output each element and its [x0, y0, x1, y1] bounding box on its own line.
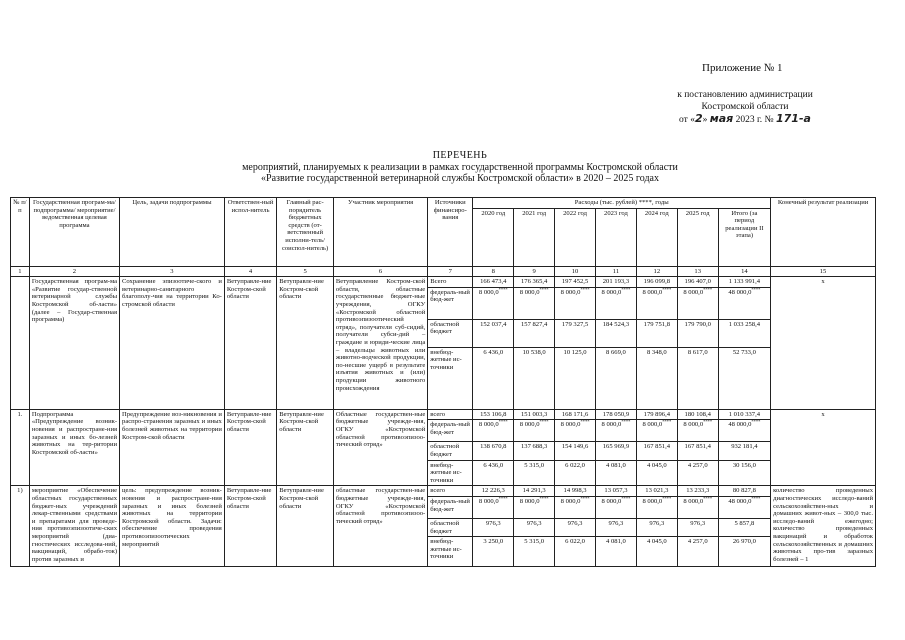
value-cell: 8 000,0****	[636, 496, 677, 518]
title-line-2: мероприятий, планируемых к реализации в рамках государственной программы Костромской области	[242, 161, 678, 173]
value-cell: 179 896,4	[636, 409, 677, 420]
footnote-marker: ****	[621, 287, 631, 292]
approval-prefix: от «	[679, 115, 695, 125]
admin-cell: Ветуправле-ние Костром-ской области	[277, 277, 334, 410]
total-cell: 1 033 258,4	[718, 319, 770, 347]
table-row	[11, 409, 876, 420]
value-cell: 4 081,0	[596, 537, 637, 567]
col-number: 11	[596, 266, 637, 277]
col-number: 15	[771, 266, 876, 277]
value-cell: 976,3	[555, 518, 596, 536]
value-cell: 8 000,0****	[636, 420, 677, 442]
footnote-marker: ****	[662, 496, 672, 501]
result-cell: х	[771, 409, 876, 486]
header-program: Государственная програм-ма/ подпрограмма/ мероприятие/ ведомственная целевая программа	[29, 198, 119, 267]
value-cell: 167 851,4	[677, 442, 718, 460]
handwritten-day: 2	[694, 112, 703, 125]
value-cell: 179 327,5	[555, 319, 596, 347]
row-number	[11, 277, 30, 410]
value-cell: 8 348,0	[636, 347, 677, 409]
header-year-2022: 2022 год	[555, 208, 596, 266]
header-year-2021: 2021 год	[514, 208, 555, 266]
value-cell: 8 000,0****	[514, 420, 555, 442]
value-cell: 180 108,4	[677, 409, 718, 420]
total-cell: 5 857,8	[718, 518, 770, 536]
approval-date-line	[640, 113, 850, 127]
value-cell: 10 538,0	[514, 347, 555, 409]
source-cell: федераль-ный бюд-жет	[428, 287, 473, 319]
source-cell: областной бюджет	[428, 518, 473, 536]
result-cell: количество проведенных диагностических исследо-ваний сельскохозяйствен-ных и домашних живот-ных – 300,0 тыс. исследо-ваний ежегодно; количество проведенных вакцинаций и обработок сельскохозяйственных и домашних животных про-тив заразных болезней – 1	[771, 486, 876, 567]
col-number: 12	[636, 266, 677, 277]
value-cell: 157 827,4	[514, 319, 555, 347]
title-line-3: «Развитие государственной ветеринарной службы Костромской области» в 2020 – 2025 годах	[261, 173, 659, 184]
value-cell: 6 436,0	[473, 347, 514, 409]
value-cell: 6 022,0	[555, 537, 596, 567]
source-cell: областной бюджет	[428, 319, 473, 347]
value-cell: 137 688,3	[514, 442, 555, 460]
participant-cell: областные государствен-ные бюджетные учрежде-ния, ОГКУ «Костромской областной противоэпизоо-тический отряд»	[333, 486, 427, 567]
value-cell: 168 171,6	[555, 409, 596, 420]
col-number: 3	[120, 266, 225, 277]
header-result: Конечный результат реализации	[771, 198, 876, 267]
value-cell: 184 524,3	[596, 319, 637, 347]
footnote-marker: ****	[539, 287, 549, 292]
admin-cell: Ветуправле-ние Костром-ской области	[277, 409, 334, 486]
footnote-marker: ****	[662, 287, 672, 292]
table-row	[11, 277, 876, 288]
header-admin: Главный рас-порядитель бюджетных средств (от-ветственный исполни-тель/соиспол-нитель)	[277, 198, 334, 267]
approval-mid: »	[702, 115, 708, 125]
col-number: 14	[718, 266, 770, 277]
header-goal: Цель, задачи подпрограммы	[120, 198, 225, 267]
col-number: 10	[555, 266, 596, 277]
approval-year: 2023 г. №	[735, 115, 774, 125]
header-year-2020: 2020 год	[473, 208, 514, 266]
handwritten-month: мая	[709, 112, 734, 125]
value-cell: 4 081,0	[596, 460, 637, 486]
header-total: Итого (за период реализации II этапа)	[718, 208, 770, 266]
col-number: 5	[277, 266, 334, 277]
footnote-marker: ****	[498, 419, 508, 425]
value-cell: 8 000,0****	[596, 287, 637, 319]
footnote-marker: ****	[580, 287, 590, 292]
total-cell: 52 733,0	[718, 347, 770, 409]
value-cell: 138 670,8	[473, 442, 514, 460]
col-number: 2	[29, 266, 119, 277]
goal-cell: Предупреждение воз-никновения и распро-странения заразных и иных болезней животных на территории Костром-ской области	[120, 409, 225, 486]
activities-table	[10, 197, 876, 567]
value-cell: 8 617,0	[677, 347, 718, 409]
value-cell: 8 000,0****	[473, 420, 514, 442]
value-cell: 8 000,0****	[677, 287, 718, 319]
col-number: 4	[224, 266, 276, 277]
value-cell: 13 233,3	[677, 486, 718, 497]
value-cell: 976,3	[636, 518, 677, 536]
value-cell: 153 106,8	[473, 409, 514, 420]
result-cell: х	[771, 277, 876, 410]
value-cell: 8 669,0	[596, 347, 637, 409]
value-cell: 10 125,0	[555, 347, 596, 409]
value-cell: 8 000,0****	[677, 420, 718, 442]
approval-line-2: Костромской области	[701, 101, 789, 112]
footnote-marker: ****	[580, 496, 590, 501]
appendix-label: Приложение № 1	[702, 62, 783, 74]
approval-line-1: к постановлению администрации	[677, 90, 813, 100]
value-cell: 976,3	[596, 518, 637, 536]
col-number: 8	[473, 266, 514, 277]
value-cell: 14 998,3	[555, 486, 596, 497]
footnote-marker: ****	[621, 496, 631, 501]
value-cell: 3 250,0	[473, 537, 514, 567]
responsible-cell: Ветуправле-ние Костром-ской области	[224, 277, 276, 410]
total-cell: 48 000,0****	[718, 420, 770, 442]
value-cell: 179 751,8	[636, 319, 677, 347]
responsible-cell: Ветуправле-ние Костром-ской области	[224, 409, 276, 486]
value-cell: 165 969,9	[596, 442, 637, 460]
value-cell: 167 851,4	[636, 442, 677, 460]
value-cell: 196 099,8	[636, 277, 677, 288]
value-cell: 196 407,0	[677, 277, 718, 288]
header-year-2024: 2024 год	[636, 208, 677, 266]
value-cell: 4 257,0	[677, 460, 718, 486]
value-cell: 6 436,0	[473, 460, 514, 486]
participant-cell: Ветуправление Костром-ской области, областные государственные бюджет-ные учреждения, ОГКУ «Костромской областной противоэпизоотический отряд», получатели суб-сидий, получатели субси-дий – граждане и юриди-ческие лица – владельцы животных или животно-водческой продукции, по-несшие ущерб в результате изъятия животных и (или) продукции животного происхождения	[333, 277, 427, 410]
value-cell: 14 291,3	[514, 486, 555, 497]
footnote-marker: ****	[498, 287, 508, 292]
source-cell: всего	[428, 409, 473, 420]
source-cell: всего	[428, 486, 473, 497]
value-cell: 8 000,0****	[555, 420, 596, 442]
document-title	[150, 150, 770, 185]
participant-cell: Областные государствен-ные бюджетные учрежде-ния, ОГКУ «Костромской областной противоэпизоо-тический отряд»	[333, 409, 427, 486]
col-number: 7	[428, 266, 473, 277]
footnote-marker: ****	[539, 419, 549, 425]
value-cell: 201 193,3	[596, 277, 637, 288]
footnote-marker: ****	[580, 419, 590, 425]
header-year-2025: 2025 год	[677, 208, 718, 266]
value-cell: 5 315,0	[514, 460, 555, 486]
title-heading: ПЕРЕЧЕНЬ	[432, 150, 488, 161]
header-participant: Участник мероприятия	[333, 198, 427, 267]
value-cell: 5 315,0	[514, 537, 555, 567]
responsible-cell: Ветуправле-ние Костром-ской области	[224, 486, 276, 567]
value-cell: 13 021,3	[636, 486, 677, 497]
value-cell: 154 149,6	[555, 442, 596, 460]
header-year-2023: 2023 год	[596, 208, 637, 266]
value-cell: 8 000,0****	[555, 287, 596, 319]
value-cell: 8 000,0****	[473, 496, 514, 518]
footnote-marker: ****	[751, 419, 761, 425]
total-cell: 1 010 337,4	[718, 409, 770, 420]
goal-cell: Сохранение эпизоотиче-ского и ветеринарно-санитарного благополу-чия на территории Ко-стромской области	[120, 277, 225, 410]
table-row	[11, 486, 876, 497]
value-cell: 6 022,0	[555, 460, 596, 486]
footnote-marker: ****	[703, 419, 713, 425]
value-cell: 12 226,3	[473, 486, 514, 497]
value-cell: 8 000,0****	[677, 496, 718, 518]
row-number: 1.	[11, 409, 30, 486]
program-cell: Государственная програм-ма «Развитие государ-ственной ветеринарной службы Костромской об-ласти» (далее – Государ-ственная программа)	[29, 277, 119, 410]
footnote-marker: ****	[621, 419, 631, 425]
value-cell: 8 000,0****	[473, 287, 514, 319]
admin-cell: Ветуправле-ние Костром-ской области	[277, 486, 334, 567]
total-cell: 1 133 991,4	[718, 277, 770, 288]
value-cell: 8 000,0****	[514, 496, 555, 518]
footnote-marker: ****	[751, 287, 761, 292]
program-cell: мероприятие «Обеспечение областных государственных бюджет-ных учреждений лекар-ственными средствами и препаратами для проведе-ния противоэпизоотиче-ских мероприятий (диа-гностических исследова-ний, вакцинаций, обрабо-ток) против заразных и	[29, 486, 119, 567]
value-cell: 152 037,4	[473, 319, 514, 347]
footnote-marker: ****	[662, 419, 672, 425]
total-cell: 26 970,0	[718, 537, 770, 567]
col-number: 9	[514, 266, 555, 277]
value-cell: 151 003,3	[514, 409, 555, 420]
value-cell: 176 365,4	[514, 277, 555, 288]
value-cell: 976,3	[514, 518, 555, 536]
col-number: 6	[333, 266, 427, 277]
total-cell: 30 156,0	[718, 460, 770, 486]
value-cell: 8 000,0****	[636, 287, 677, 319]
value-cell: 197 452,5	[555, 277, 596, 288]
total-cell: 48 000,0****	[718, 496, 770, 518]
handwritten-number: 171-а	[775, 112, 811, 125]
value-cell: 4 045,0	[636, 537, 677, 567]
program-cell: Подпрограмма «Предупреждение возник-новения и распростране-ния заразных и иных бо-лезней животных на тер-ритории Костромской об-ласти»	[29, 409, 119, 486]
value-cell: 8 000,0****	[596, 420, 637, 442]
value-cell: 13 057,3	[596, 486, 637, 497]
value-cell: 8 000,0****	[555, 496, 596, 518]
column-number-row	[11, 266, 876, 277]
footnote-marker: ****	[703, 496, 713, 501]
source-cell: областной бюджет	[428, 442, 473, 460]
source-cell: федераль-ный бюд-жет	[428, 420, 473, 442]
footnote-marker: ****	[751, 496, 761, 501]
source-cell: Всего	[428, 277, 473, 288]
value-cell: 4 257,0	[677, 537, 718, 567]
source-cell: федераль-ный бюд-жет	[428, 496, 473, 518]
value-cell: 8 000,0****	[596, 496, 637, 518]
value-cell: 8 000,0****	[514, 287, 555, 319]
total-cell: 932 181,4	[718, 442, 770, 460]
source-cell: внебюд-жетные ис-точники	[428, 537, 473, 567]
header-expenses: Расходы (тыс. рублей) ****, годы	[473, 198, 771, 209]
row-number: 1)	[11, 486, 30, 567]
value-cell: 976,3	[473, 518, 514, 536]
goal-cell: цель: предупреждение возник-новения и распростране-ния заразных и иных болезней животных на территории Костромской области. Задачи: обеспечение проведения противоэпизоотических мероприятий	[120, 486, 225, 567]
col-number: 1	[11, 266, 30, 277]
approval-block	[640, 90, 850, 127]
header-sources: Источники финансиро-вания	[428, 198, 473, 267]
source-cell: внебюд-жетные ис-точники	[428, 347, 473, 409]
value-cell: 179 790,0	[677, 319, 718, 347]
total-cell: 80 827,8	[718, 486, 770, 497]
header-num: № п/п	[11, 198, 30, 267]
footnote-marker: ****	[498, 496, 508, 501]
value-cell: 976,3	[677, 518, 718, 536]
header-responsible: Ответствен-ный испол-нитель	[224, 198, 276, 267]
total-cell: 48 000,0****	[718, 287, 770, 319]
col-number: 13	[677, 266, 718, 277]
footnote-marker: ****	[539, 496, 549, 501]
value-cell: 178 050,9	[596, 409, 637, 420]
value-cell: 4 045,0	[636, 460, 677, 486]
value-cell: 166 473,4	[473, 277, 514, 288]
footnote-marker: ****	[703, 287, 713, 292]
source-cell: внебюд-жетные ис-точники	[428, 460, 473, 486]
